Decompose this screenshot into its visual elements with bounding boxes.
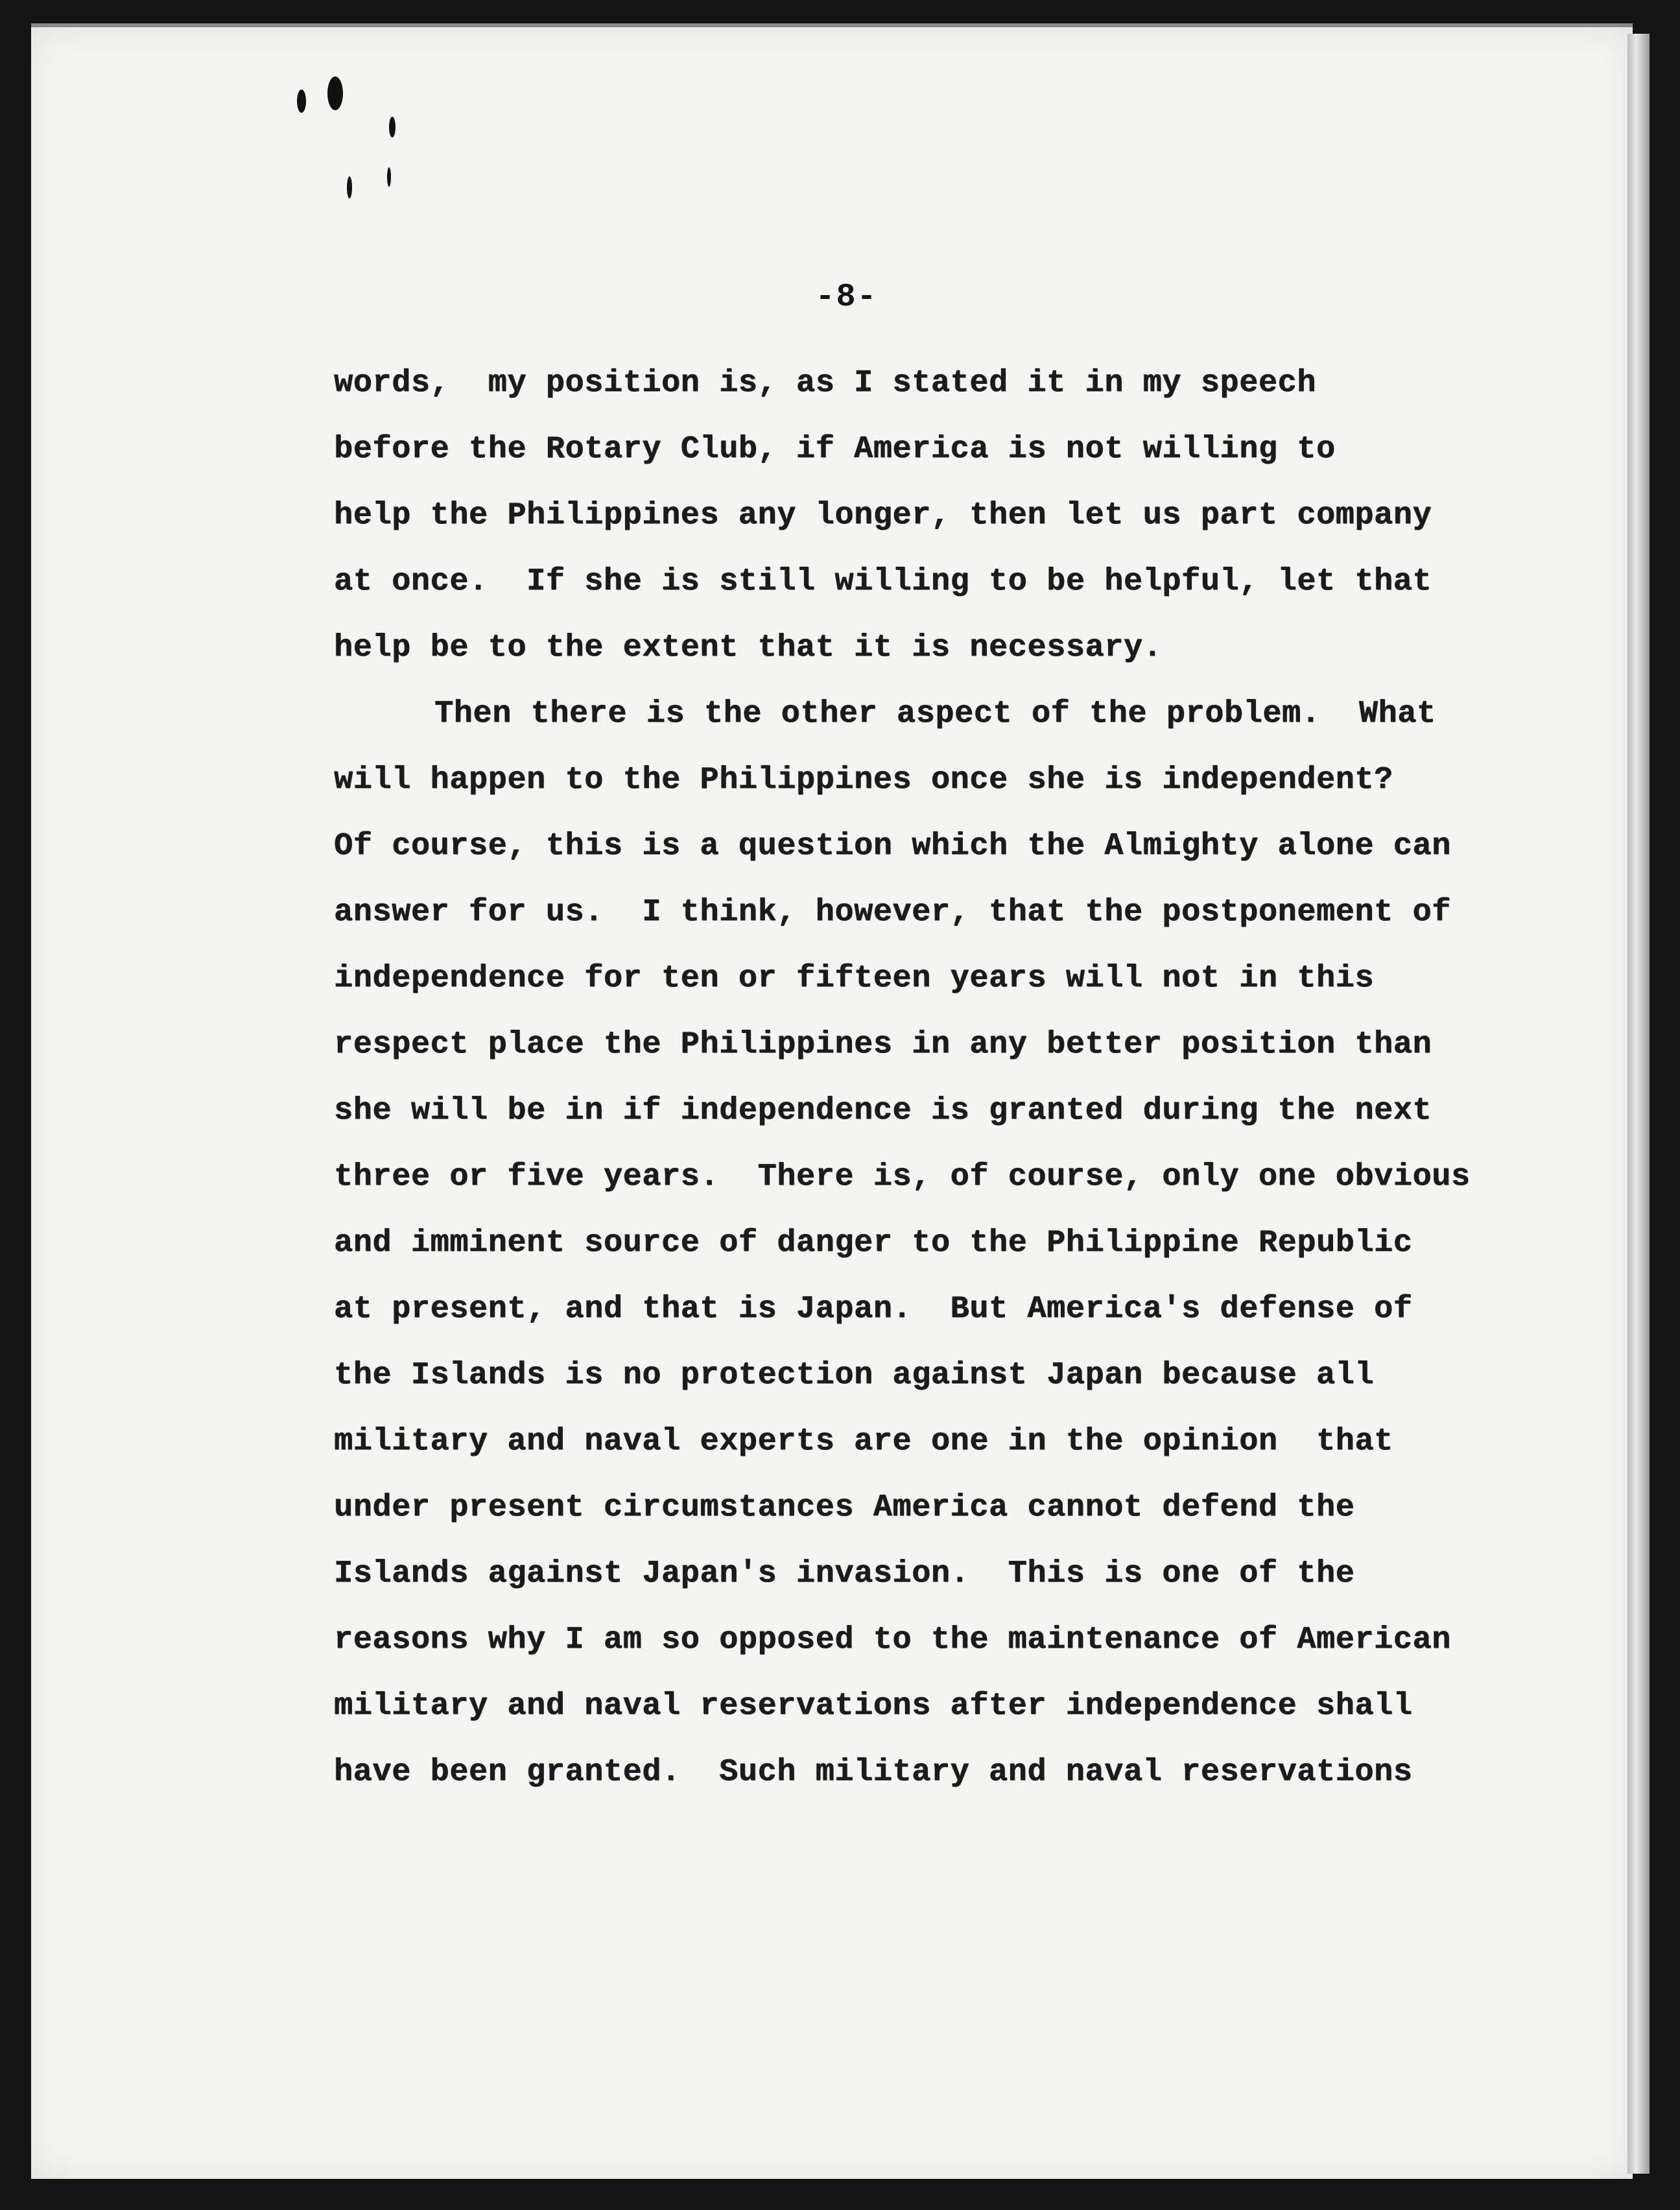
body-text <box>334 350 1546 1805</box>
text-line: Of course, this is a question which the Almighty alone can <box>334 828 1451 864</box>
ink-mark <box>327 77 343 110</box>
text-line: Islands against Japan's invasion. This is one of the <box>334 1556 1355 1591</box>
text-line: military and naval reservations after independence shall <box>334 1688 1413 1724</box>
text-line: at present, and that is Japan. But America's defense of <box>334 1291 1413 1327</box>
ink-mark <box>387 167 391 187</box>
text-line: three or five years. There is, of course, only one obvious <box>334 1159 1471 1194</box>
paragraph-start-line: Then there is the other aspect of the problem. What <box>434 696 1436 731</box>
text-line: will happen to the Philippines once she is independent? <box>334 762 1393 798</box>
text-line: answer for us. I think, however, that the postponement of <box>334 894 1451 930</box>
page-number: -8- <box>815 279 878 316</box>
ink-mark <box>389 117 396 137</box>
text-line: the Islands is no protection against Japan because all <box>334 1357 1375 1393</box>
ink-mark <box>347 176 352 198</box>
ink-mark <box>297 89 306 113</box>
text-line: help be to the extent that it is necessary. <box>334 630 1163 665</box>
text-line: and imminent source of danger to the Philippine Republic <box>334 1225 1413 1261</box>
text-line: words, my position is, as I stated it in my speech <box>334 365 1316 401</box>
text-line: at once. If she is still willing to be helpful, let that <box>334 564 1432 599</box>
text-line: respect place the Philippines in any better position than <box>334 1027 1432 1062</box>
text-line: independence for ten or fifteen years will not in this <box>334 960 1375 996</box>
text-line: reasons why I am so opposed to the maintenance of American <box>334 1622 1451 1658</box>
text-line: have been granted. Such military and naval reservations <box>334 1754 1413 1790</box>
text-line: under present circumstances America cannot defend the <box>334 1490 1355 1525</box>
text-line: she will be in if independence is granted during the next <box>334 1093 1432 1128</box>
text-line: help the Philippines any longer, then let us part company <box>334 497 1432 533</box>
paper-right-edge <box>1627 34 1650 2174</box>
text-line: military and naval experts are one in the opinion that <box>334 1423 1393 1459</box>
text-line: before the Rotary Club, if America is not willing to <box>334 431 1336 467</box>
